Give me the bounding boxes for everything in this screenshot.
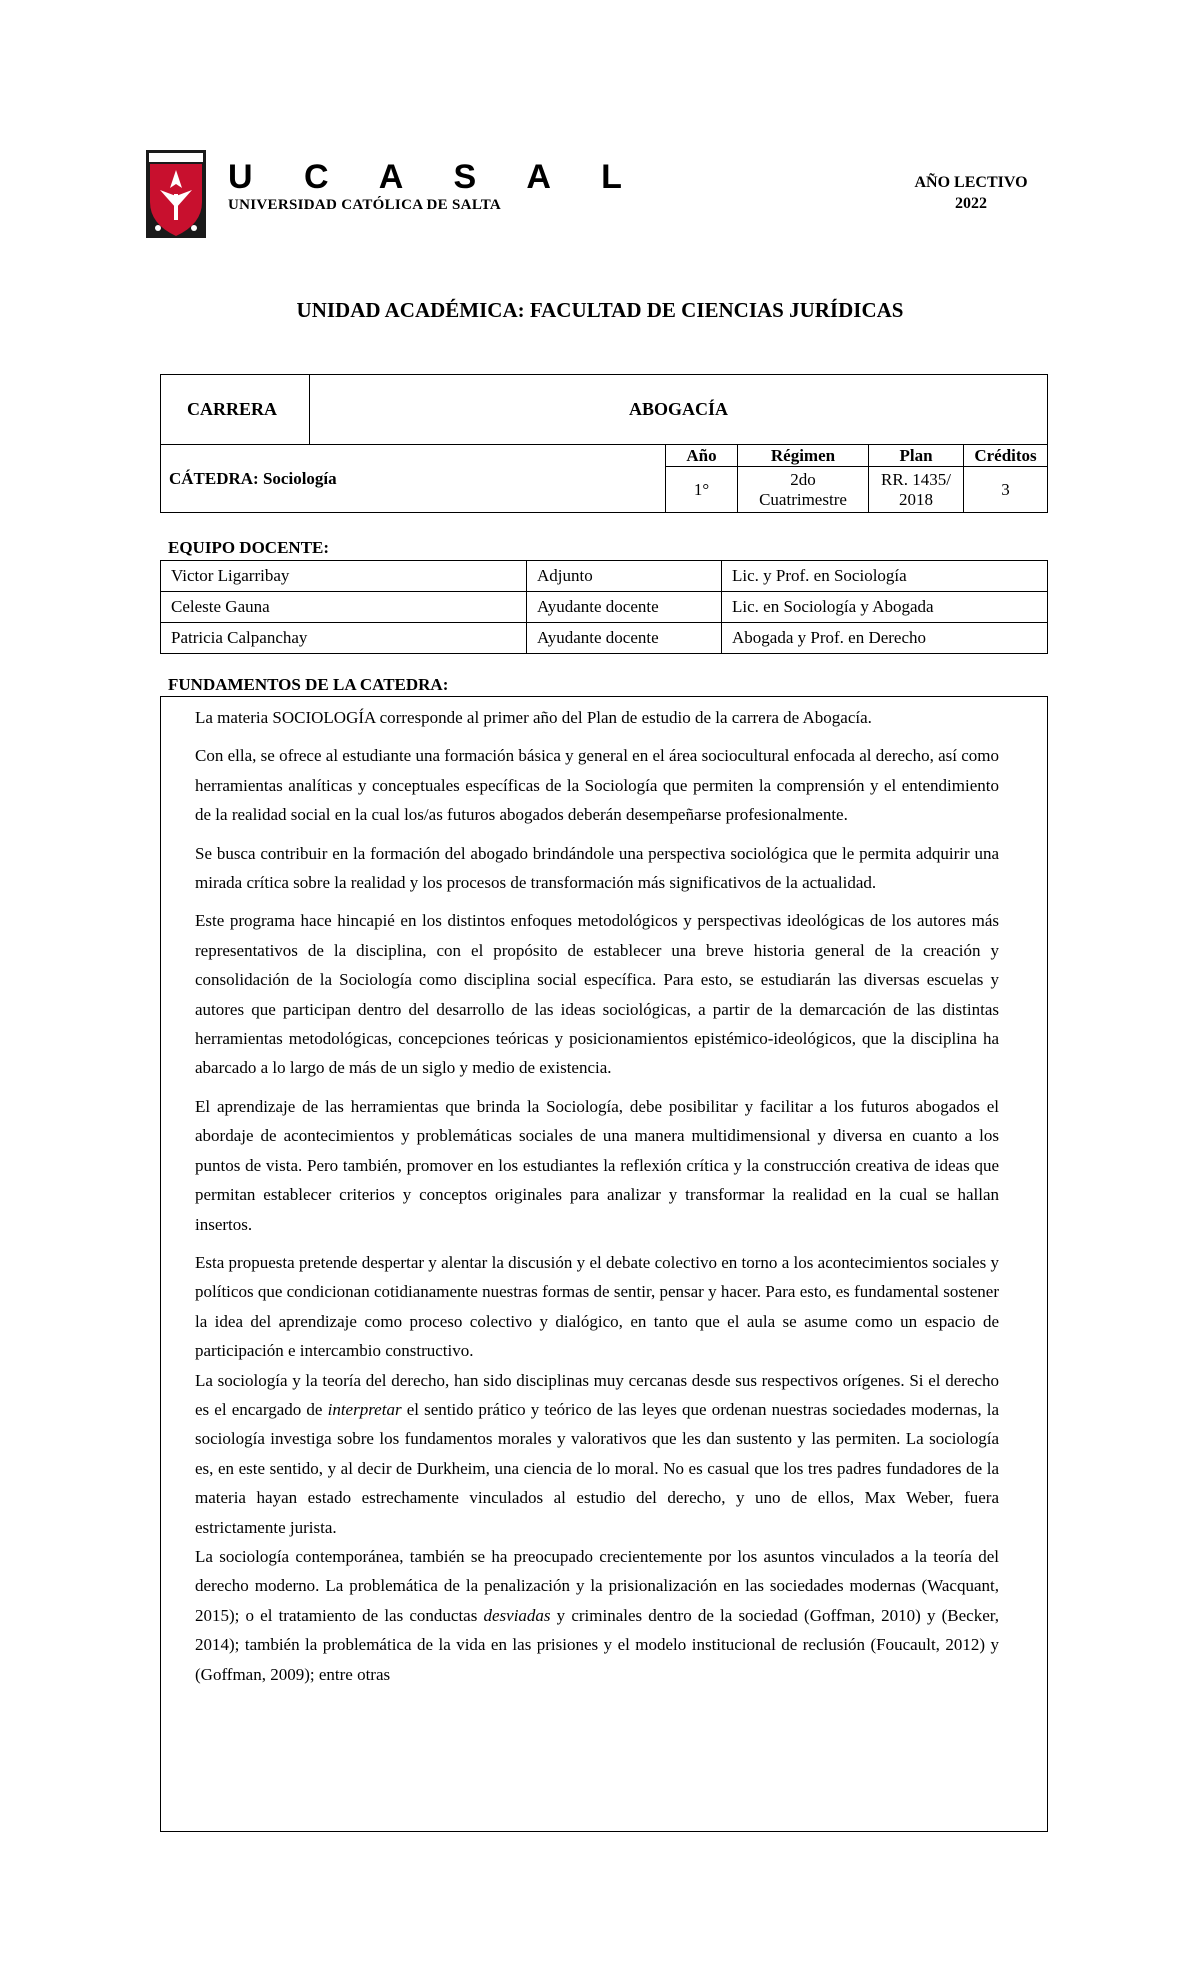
fundamentos-paragraph-1: La materia SOCIOLOGÍA corresponde al primer año del Plan de estudio de la carrera de Abogacía. <box>195 708 872 727</box>
fundamentos-paragraph-6: Esta propuesta pretende despertar y alentar la discusión y el debate colectivo en torno a los acontecimientos sociales y políticos que condicionan cotidianamente nuestras formas de sentir, pensar y hacer. Para esto, es fundamental sostener la idea del aprendizaje como proceso colectivo y dialógico, en tanto que el aula se asume como un espacio de participación e intercambio constructivo. <box>195 1252 999 1361</box>
fundamentos-paragraph-2: Con ella, se ofrece al estudiante una formación básica y general en el área sociocultural enfocada al derecho, así como herramientas analíticas y conceptuales específicas de la Sociología que permiten la comprensión y el entendimiento de la realidad social en la cual los/as futuros abogados deberán desempeñarse profesionalmente. <box>195 746 999 825</box>
team-role: Ayudante docente <box>527 623 722 654</box>
catedra-year: 1° <box>666 467 738 513</box>
fundamentos-paragraph-8 <box>195 1542 999 1689</box>
fundamentos-heading: FUNDAMENTOS DE LA CATEDRA: <box>168 675 449 694</box>
brand-subtitle: UNIVERSIDAD CATÓLICA DE SALTA <box>228 197 502 213</box>
p7-text-after: el sentido prático y teórico de las leyes que ordenan nuestras sociedades modernas, la sociología investiga sobre los fundamentos morales y valorativos que les dan sustento y las permiten. La sociología es, en este sentido, y al decir de Durkheim, una ciencia de lo moral. No es casual que los tres padres fundadores de la materia hayan estado estrechamente vinculados al estudio del derecho, y uno de ellos, Max Weber, fuera estrictamente jurista. <box>195 1399 999 1537</box>
catedra-plan <box>869 467 964 513</box>
fundamentos-paragraph-5: El aprendizaje de las herramientas que brinda la Sociología, debe posibilitar y facilitar a los futuros abogados el abordaje de acontecimientos y problemáticas sociales de una manera multidimensional y diversa en cuanto a los puntos de vista. Pero también, promover en los estudiantes la reflexión crítica y la construcción creativa de ideas que permitan establecer criterios y conceptos originales para analizar y transformar la realidad en la cual se hallan insertos. <box>195 1096 999 1234</box>
team-name: Celeste Gauna <box>161 592 527 623</box>
p7-italic: interpretar <box>327 1399 402 1419</box>
team-name: Patricia Calpanchay <box>161 623 527 654</box>
table-row <box>161 561 1048 592</box>
university-crest-icon <box>146 150 206 238</box>
year-label: AÑO LECTIVO <box>914 174 1028 191</box>
academic-year <box>896 172 1046 214</box>
brand-name: U C A S A L <box>228 158 643 196</box>
carrera-label: CARRERA <box>161 375 310 445</box>
table-row <box>161 623 1048 654</box>
team-heading: EQUIPO DOCENTE: <box>168 538 330 557</box>
fundamentos-paragraph-7 <box>195 1366 999 1542</box>
carrera-value: ABOGACÍA <box>310 375 1048 445</box>
unit-title: UNIDAD ACADÉMICA: FACULTAD DE CIENCIAS JURÍDICAS <box>296 298 904 322</box>
document-header <box>146 150 1046 250</box>
p7-text-before: La sociología y la teoría del derecho, han sido disciplinas muy cercanas desde sus respectivos orígenes. Si el derecho es el encargado de <box>195 1370 999 1419</box>
header-credits: Créditos <box>964 445 1048 467</box>
team-title: Lic. en Sociología y Abogada <box>722 592 1048 623</box>
team-role: Ayudante docente <box>527 592 722 623</box>
plan-line-2: 2018 <box>899 489 933 509</box>
catedra-table <box>160 444 1048 513</box>
catedra-credits: 3 <box>964 467 1048 513</box>
team-title: Lic. y Prof. en Sociología <box>722 561 1048 592</box>
regimen-line-1: 2do <box>790 469 816 489</box>
team-title: Abogada y Prof. en Derecho <box>722 623 1048 654</box>
p8-text-after: y criminales dentro de la sociedad (Goffman, 2010) y (Becker, 2014); también la problemática de la vida en las prisiones y el modelo institucional de reclusión (Foucault, 2012) y (Goffman, 2009); entre otras <box>195 1605 999 1684</box>
table-row <box>161 592 1048 623</box>
plan-line-1: RR. 1435/ <box>881 469 951 489</box>
year-value: 2022 <box>955 195 987 212</box>
fundamentos-paragraph-3: Se busca contribuir en la formación del abogado brindándole una perspectiva sociológica que le permita adquirir una mirada crítica sobre la realidad y los procesos de transformación más significativos de la actualidad. <box>195 843 999 893</box>
catedra-regimen <box>738 467 869 513</box>
fundamentos-paragraph-4: Este programa hace hincapié en los distintos enfoques metodológicos y perspectivas ideológicas de los autores más representativos de la disciplina, con el propósito de establecer una breve historia general de la creación y consolidación de la Sociología como disciplina social específica. Para esto, se estudiarán las diversas escuelas y autores que participan dentro del desarrollo de las ideas sociológicas, a partir de la demarcación de las distintas herramientas metodológicas, concepciones teóricas y posicionamientos epistémico-ideológicos, que la disciplina ha abarcado a lo largo de más de un siglo y medio de existencia. <box>195 911 999 1078</box>
team-name: Victor Ligarribay <box>161 561 527 592</box>
header-plan: Plan <box>869 445 964 467</box>
header-year: Año <box>666 445 738 467</box>
fundamentos-box <box>160 696 1048 1832</box>
p8-text-before: La sociología contemporánea, también se ha preocupado crecientemente por los asuntos vinculados a la teoría del derecho moderno. La problemática de la penalización y la prisionalización en las sociedades modernas (Wacquant, 2015); o el tratamiento de las conductas <box>195 1546 999 1625</box>
team-role: Adjunto <box>527 561 722 592</box>
brand <box>228 160 643 214</box>
catedra-label: CÁTEDRA: Sociología <box>161 445 666 513</box>
team-table <box>160 560 1048 654</box>
regimen-line-2: Cuatrimestre <box>759 489 847 509</box>
header-regimen: Régimen <box>738 445 869 467</box>
p8-italic: desviadas <box>483 1605 551 1625</box>
carrera-table <box>160 374 1048 445</box>
